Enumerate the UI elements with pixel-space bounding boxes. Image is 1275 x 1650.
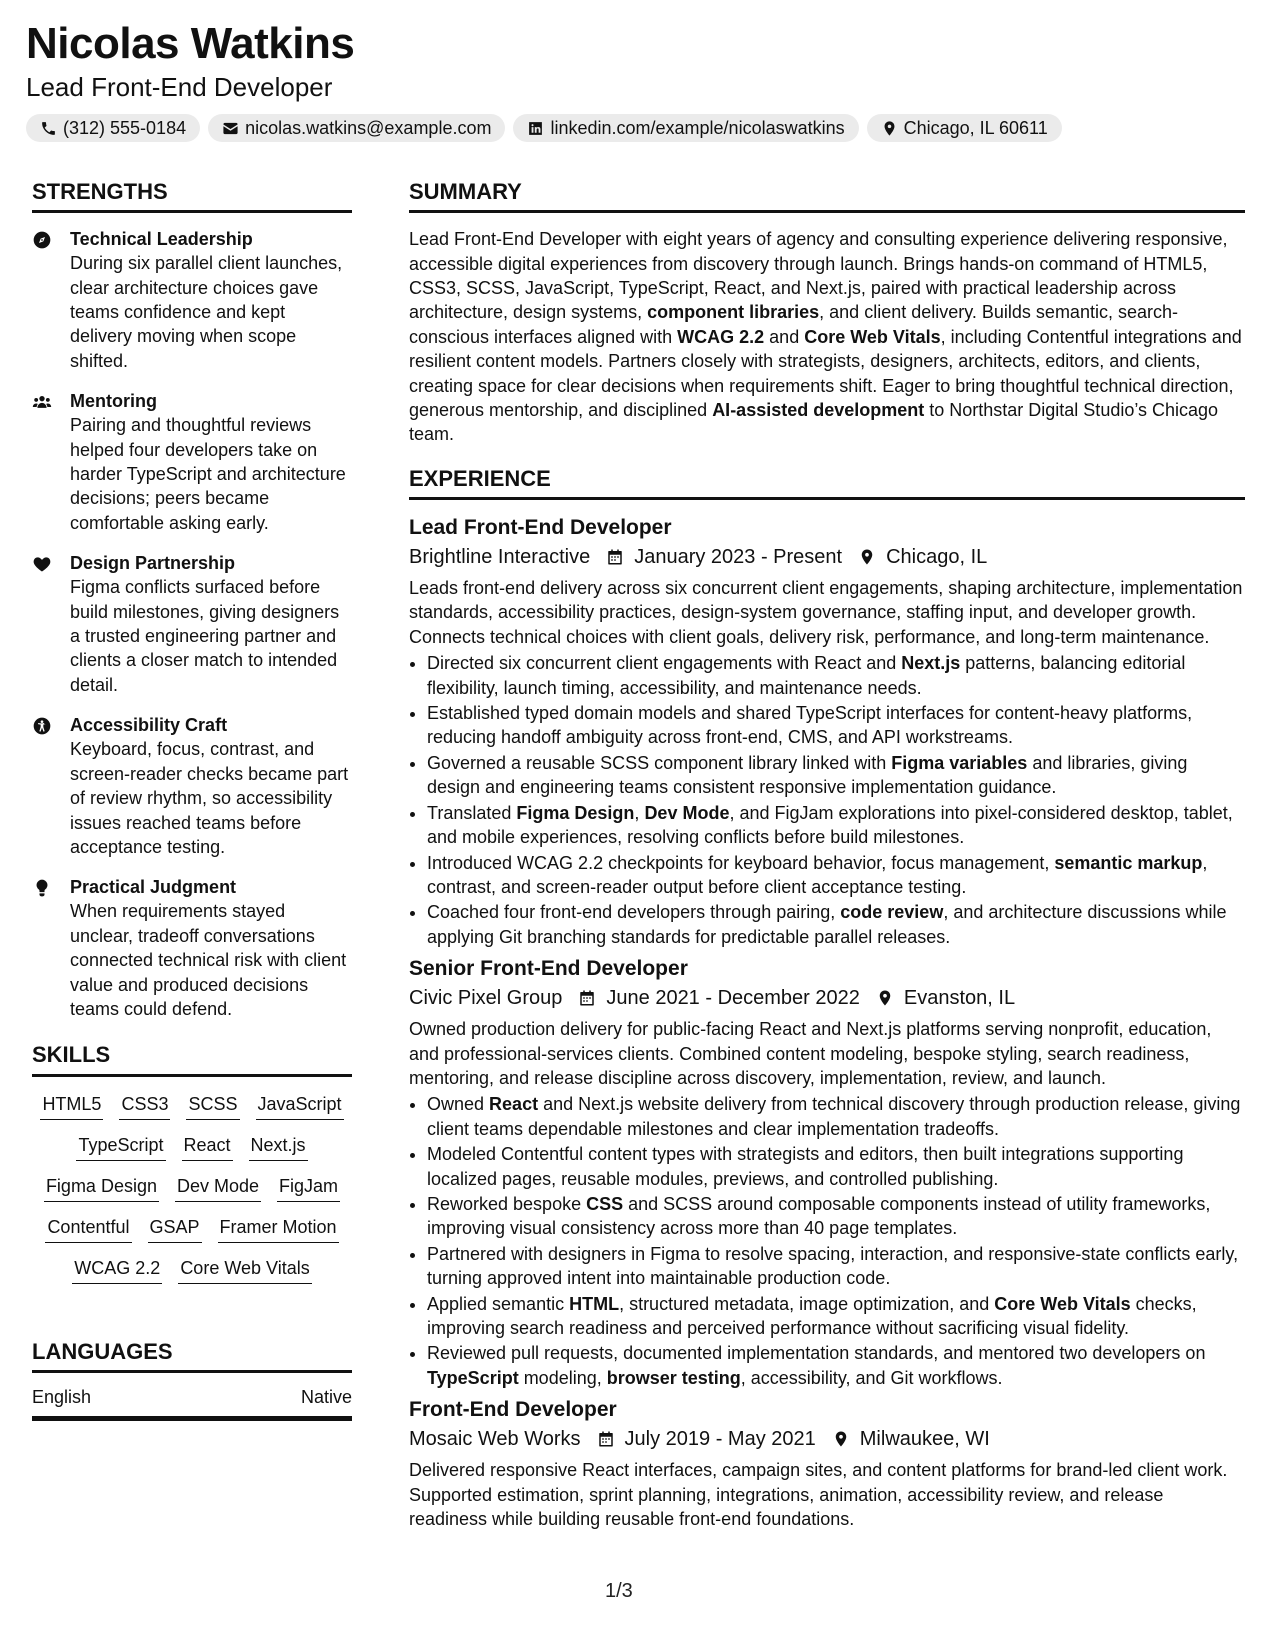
users-icon: [32, 392, 52, 412]
job-bullet: • Applied semantic HTML, structured metadata, image optimization, and Core Web Vitals checks, improving search readiness and perceived performance without sacrificing visual fidelity.: [427, 1292, 1245, 1341]
map-pin-icon: [876, 989, 894, 1007]
skill-tag: SCSS: [186, 1091, 239, 1120]
job-bullet: • Translated Figma Design, Dev Mode, and FigJam explorations into pixel-considered desktop, tablet, and mobile experiences, resolving conflicts before build milestones.: [427, 801, 1245, 850]
strength-item: [32, 227, 352, 373]
experience-list: [409, 514, 1245, 1531]
strength-title: Design Partnership: [70, 553, 236, 574]
job-bullet: • Established typed domain models and shared TypeScript interfaces for content-heavy platforms, reducing handoff ambiguity across front-end, CMS, and API workstreams.: [427, 701, 1245, 750]
skill-tag: Contentful: [45, 1214, 131, 1243]
skill-tag: WCAG 2.2: [72, 1255, 162, 1284]
strength-description: During six parallel client launches, clear architecture choices gave teams confidence and kept delivery moving when scope shifted.: [70, 253, 343, 371]
strength-title: Accessibility Craft: [70, 715, 228, 736]
job-title: Front-End Developer: [409, 1398, 617, 1422]
strength-item: [32, 713, 352, 859]
skill-tag: Figma Design: [44, 1173, 159, 1202]
job-entry: [409, 514, 1245, 949]
candidate-name: Nicolas Watkins: [26, 19, 355, 68]
skill-tag: Dev Mode: [175, 1173, 261, 1202]
strength-description: Figma conflicts surfaced before build milestones, giving designers a trusted engineering partner and clients a closer match to intended detail.: [70, 577, 340, 695]
job-description: Delivered responsive React interfaces, campaign sites, and content platforms for brand-led client work. Supported estimation, sprint planning, integrations, animation, accessibility review, and release readiness while building reusable front-end foundations.: [409, 1460, 1228, 1530]
job-bullet: • Coached four front-end developers through pairing, code review, and architecture discussions while applying Git branching standards for predictable parallel releases.: [427, 900, 1245, 949]
language-level: Native: [300, 1386, 352, 1407]
page-number: 1/3: [605, 1580, 633, 1602]
map-pin-icon: [832, 1430, 850, 1448]
linkedin-icon: [527, 120, 544, 137]
calendar-icon: [606, 548, 624, 566]
compass-icon: [32, 230, 52, 250]
job-title: Senior Front-End Developer: [409, 957, 688, 981]
phone-text: (312) 555-0184: [63, 117, 187, 138]
strength-title: Mentoring: [70, 391, 157, 412]
skills-heading: SKILLS: [32, 1043, 352, 1076]
languages-heading: LANGUAGES: [32, 1340, 352, 1373]
strength-item: [32, 875, 352, 1021]
job-location: Milwaukee, WI: [859, 1428, 990, 1451]
location-chip[interactable]: [867, 114, 1062, 142]
email-chip[interactable]: [208, 114, 505, 142]
job-meta: [409, 542, 1245, 572]
skill-tag: GSAP: [148, 1214, 202, 1243]
strength-description: Pairing and thoughtful reviews helped four developers take on harder TypeScript and architecture decisions; peers became comfortable asking early.: [70, 415, 346, 533]
strength-title: Technical Leadership: [70, 229, 253, 250]
skill-tag: JavaScript: [256, 1091, 344, 1120]
strength-item: [32, 551, 352, 697]
job-dates: June 2021 - December 2022: [606, 987, 860, 1010]
envelope-icon: [222, 120, 239, 137]
phone-icon: [40, 120, 57, 137]
accessibility-icon: [32, 716, 52, 736]
job-bullet: • Reworked bespoke CSS and SCSS around composable components instead of utility frameworks, improving visual consistency across more than 40 page templates.: [427, 1192, 1245, 1241]
candidate-role: Lead Front-End Developer: [26, 72, 333, 102]
job-bullets: [409, 651, 1245, 949]
job-meta: [409, 983, 1245, 1013]
phone-chip[interactable]: [26, 114, 200, 142]
linkedin-chip[interactable]: [513, 114, 858, 142]
strength-description: Keyboard, focus, contrast, and screen-reader checks became part of review rhythm, so accessibility issues reached teams before acceptance testing.: [70, 739, 349, 857]
job-location: Evanston, IL: [903, 987, 1016, 1010]
job-description: Leads front-end delivery across six concurrent client engagements, shaping architecture, implementation standards, accessibility practices, design-system governance, staffing input, and developer growth. Connects technical choices with client goals, delivery risk, performance, and long-term maintenance.: [409, 578, 1243, 647]
skill-tag: CSS3: [119, 1091, 170, 1120]
job-dates: January 2023 - Present: [634, 546, 843, 569]
skill-tag: TypeScript: [76, 1132, 165, 1161]
location-text: Chicago, IL 60611: [903, 117, 1048, 138]
experience-heading: EXPERIENCE: [409, 467, 1245, 500]
summary-text: Lead Front-End Developer with eight years of agency and consulting experience delivering responsive, accessible digital experiences from discovery through launch. Brings hands-on command of HTML5, CSS3, SCSS, JavaScript, TypeScript, React, and Next.js, paired with practical leadership across architecture, design systems, component libraries, and client delivery. Builds semantic, search-conscious interfaces aligned with WCAG 2.2 and Core Web Vitals, including Contentful integrations and resilient content models. Partners closely with strategists, designers, architects, editors, and clients, creating space for clear decisions when requirements shift. Eager to bring thoughtful technical direction, generous mentorship, and disciplined AI-assisted development to Northstar Digital Studio’s Chicago team.: [409, 229, 1242, 445]
job-location: Chicago, IL: [886, 546, 988, 569]
job-bullet: • Introduced WCAG 2.2 checkpoints for keyboard behavior, focus management, semantic markup, contrast, and screen-reader output before client acceptance testing.: [427, 851, 1245, 900]
job-bullet: • Owned React and Next.js website delivery from technical discovery through production release, giving client teams dependable milestones and clear implementation tradeoffs.: [427, 1092, 1245, 1141]
job-meta: [409, 1424, 1245, 1454]
job-company: Mosaic Web Works: [409, 1428, 581, 1451]
linkedin-text: linkedin.com/example/nicolaswatkins: [550, 117, 845, 138]
job-bullets: [409, 1092, 1245, 1390]
skill-tag: HTML5: [40, 1091, 103, 1120]
job-company: Civic Pixel Group: [409, 987, 563, 1010]
job-description: Owned production delivery for public-facing React and Next.js platforms serving nonprofit, education, and professional-services clients. Combined content modeling, bespoke styling, search readiness, mentoring, and release discipline across discovery, implementation, review, and launch.: [409, 1019, 1212, 1088]
email-text: nicolas.watkins@example.com: [245, 117, 492, 138]
job-bullet: • Partnered with designers in Figma to resolve spacing, interaction, and responsive-state conflicts early, turning approved intent into maintainable production code.: [427, 1242, 1245, 1291]
right-column: [409, 180, 1245, 1537]
language-row: [32, 1387, 352, 1421]
left-column: [32, 180, 352, 1421]
map-pin-icon: [881, 120, 898, 137]
job-bullet: • Modeled Contentful content types with strategists and editors, then built integrations supporting localized pages, reusable modules, previews, and controlled publishing.: [427, 1142, 1245, 1191]
lightbulb-icon: [32, 878, 52, 898]
job-title: Lead Front-End Developer: [409, 516, 672, 540]
strengths-heading: STRENGTHS: [32, 180, 352, 213]
strength-title: Practical Judgment: [70, 877, 237, 898]
map-pin-icon: [858, 548, 876, 566]
skill-tag: Core Web Vitals: [178, 1255, 311, 1284]
contact-bar: [26, 114, 1062, 142]
job-dates: July 2019 - May 2021: [624, 1428, 816, 1451]
job-bullet: • Governed a reusable SCSS component library linked with Figma variables and libraries, giving design and engineering teams consistent responsive implementation guidance.: [427, 751, 1245, 800]
skill-tag: FigJam: [277, 1173, 340, 1202]
language-name: English: [32, 1386, 92, 1407]
strength-description: When requirements stayed unclear, tradeoff conversations connected technical risk with client value and produced decisions teams could defend.: [70, 901, 347, 1019]
calendar-icon: [578, 989, 596, 1007]
job-company: Brightline Interactive: [409, 546, 591, 569]
summary-heading: SUMMARY: [409, 180, 1245, 213]
skills-list: [32, 1091, 352, 1284]
strength-item: [32, 389, 352, 535]
skill-tag: Framer Motion: [218, 1214, 339, 1243]
job-entry: [409, 955, 1245, 1390]
job-entry: [409, 1396, 1245, 1531]
job-bullet: • Directed six concurrent client engagements with React and Next.js patterns, balancing editorial flexibility, launch timing, accessibility, and maintenance needs.: [427, 651, 1245, 700]
skill-tag: React: [182, 1132, 233, 1161]
skill-tag: Next.js: [249, 1132, 308, 1161]
calendar-icon: [597, 1430, 615, 1448]
heart-icon: [32, 554, 52, 574]
job-bullet: • Reviewed pull requests, documented implementation standards, and mentored two developers on TypeScript modeling, browser testing, accessibility, and Git workflows.: [427, 1341, 1245, 1390]
